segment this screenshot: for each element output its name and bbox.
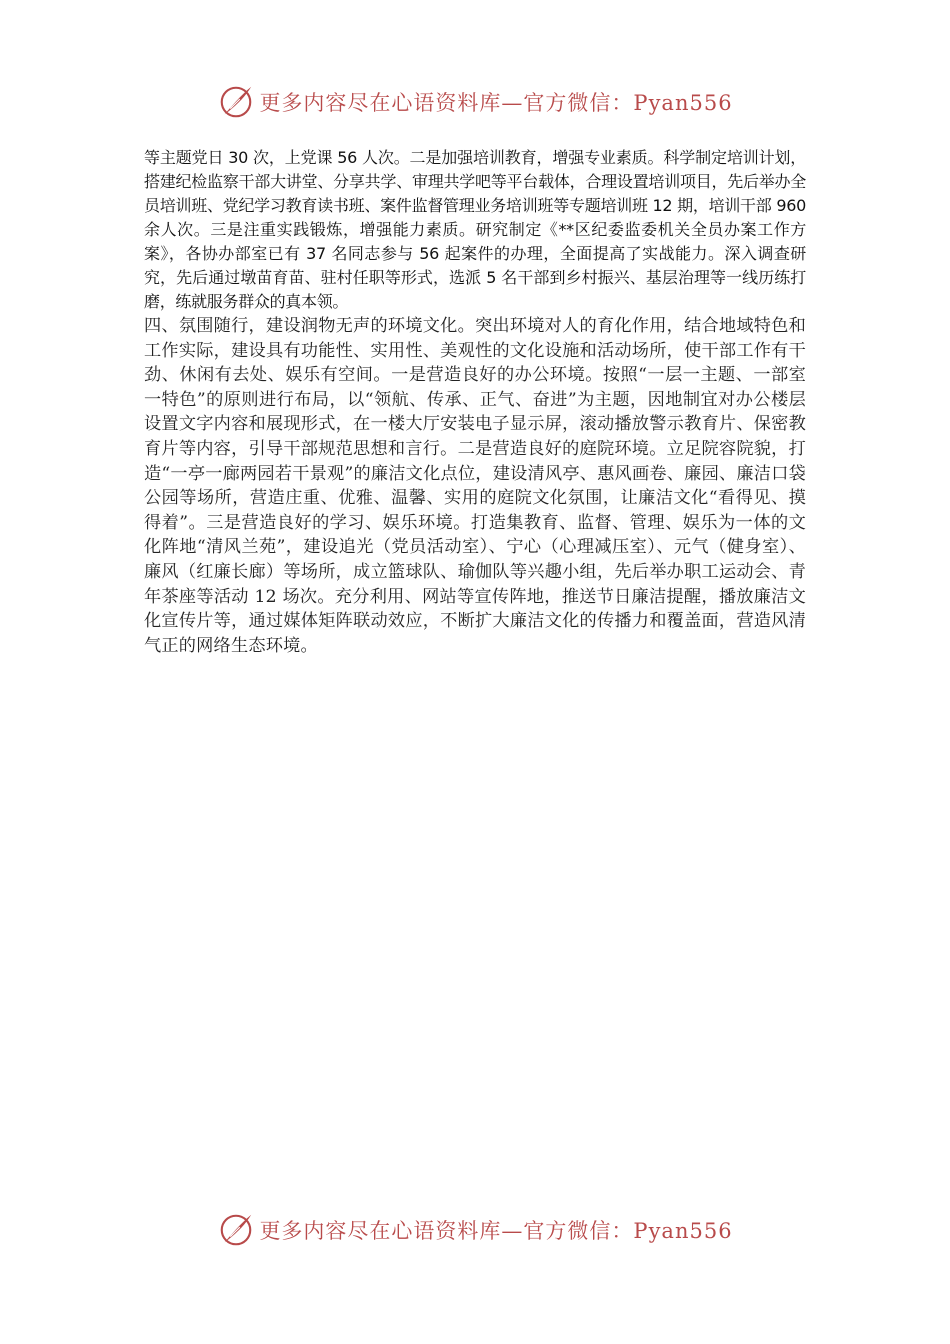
footer-banner-text: 更多内容尽在心语资料库—官方微信：Pyan556	[259, 1219, 733, 1243]
quill-pen-logo-icon	[217, 1211, 255, 1249]
footer-banner	[0, 1210, 950, 1250]
header-banner	[0, 82, 950, 122]
header-banner-text: 更多内容尽在心语资料库—官方微信：Pyan556	[259, 91, 733, 115]
quill-pen-logo-icon	[217, 83, 255, 121]
paragraph-environment-culture: 四、氛围随行，建设润物无声的环境文化。突出环境对人的育化作用，结合地域特色和工作实际，建设具有功能性、实用性、美观性的文化设施和活动场所，使干部工作有干劲、休闲有去处、娱乐有空间。一是营造良好的办公环境。按照“一层一主题、一部室一特色”的原则进行布局，以“领航、传承、正气、奋进”为主题，因地制宜对办公楼层设置文字内容和展现形式，在一楼大厅安装电子显示屏，滚动播放警示教育片、保密教育片等内容，引导干部规范思想和言行。二是营造良好的庭院环境。立足院容院貌，打造“一亭一廊两园若干景观”的廉洁文化点位，建设清风亭、惠风画卷、廉园、廉洁口袋公园等场所，营造庄重、优雅、温馨、实用的庭院文化氛围，让廉洁文化“看得见、摸得着”。三是营造良好的学习、娱乐环境。打造集教育、监督、管理、娱乐为一体的文化阵地“清风兰苑”，建设追光（党员活动室）、宁心（心理减压室）、元气（健身室）、廉风（红廉长廊）等场所，成立篮球队、瑜伽队等兴趣小组，先后举办职工运动会、青年茶座等活动 12 场次。充分利用、网站等宣传阵地，推送节日廉洁提醒，播放廉洁文化宣传片等，通过媒体矩阵联动效应，不断扩大廉洁文化的传播力和覆盖面，营造风清气正的网络生态环境。	[144, 316, 806, 656]
paragraph-training: 等主题党日 30 次，上党课 56 人次。二是加强培训教育，增强专业素质。科学制定培训计划，搭建纪检监察干部大讲堂、分享共学、审理共学吧等平台载体，合理设置培训项目，先后举办全员培训班、党纪学习教育读书班、案件监督管理业务培训班等专题培训班 12 期，培训干部 960 余人次。三是注重实践锻炼，增强能力素质。研究制定《**区纪委监委机关全员办案工作方案》，各协办部室已有 37 名同志参与 56 起案件的办理，全面提高了实战能力。深入调查研究，先后通过墩苗育苗、驻村任职等形式，选派 5 名干部到乡村振兴、基层治理等一线历练打磨，练就服务群众的真本领。	[144, 148, 806, 311]
document-body	[144, 146, 806, 658]
